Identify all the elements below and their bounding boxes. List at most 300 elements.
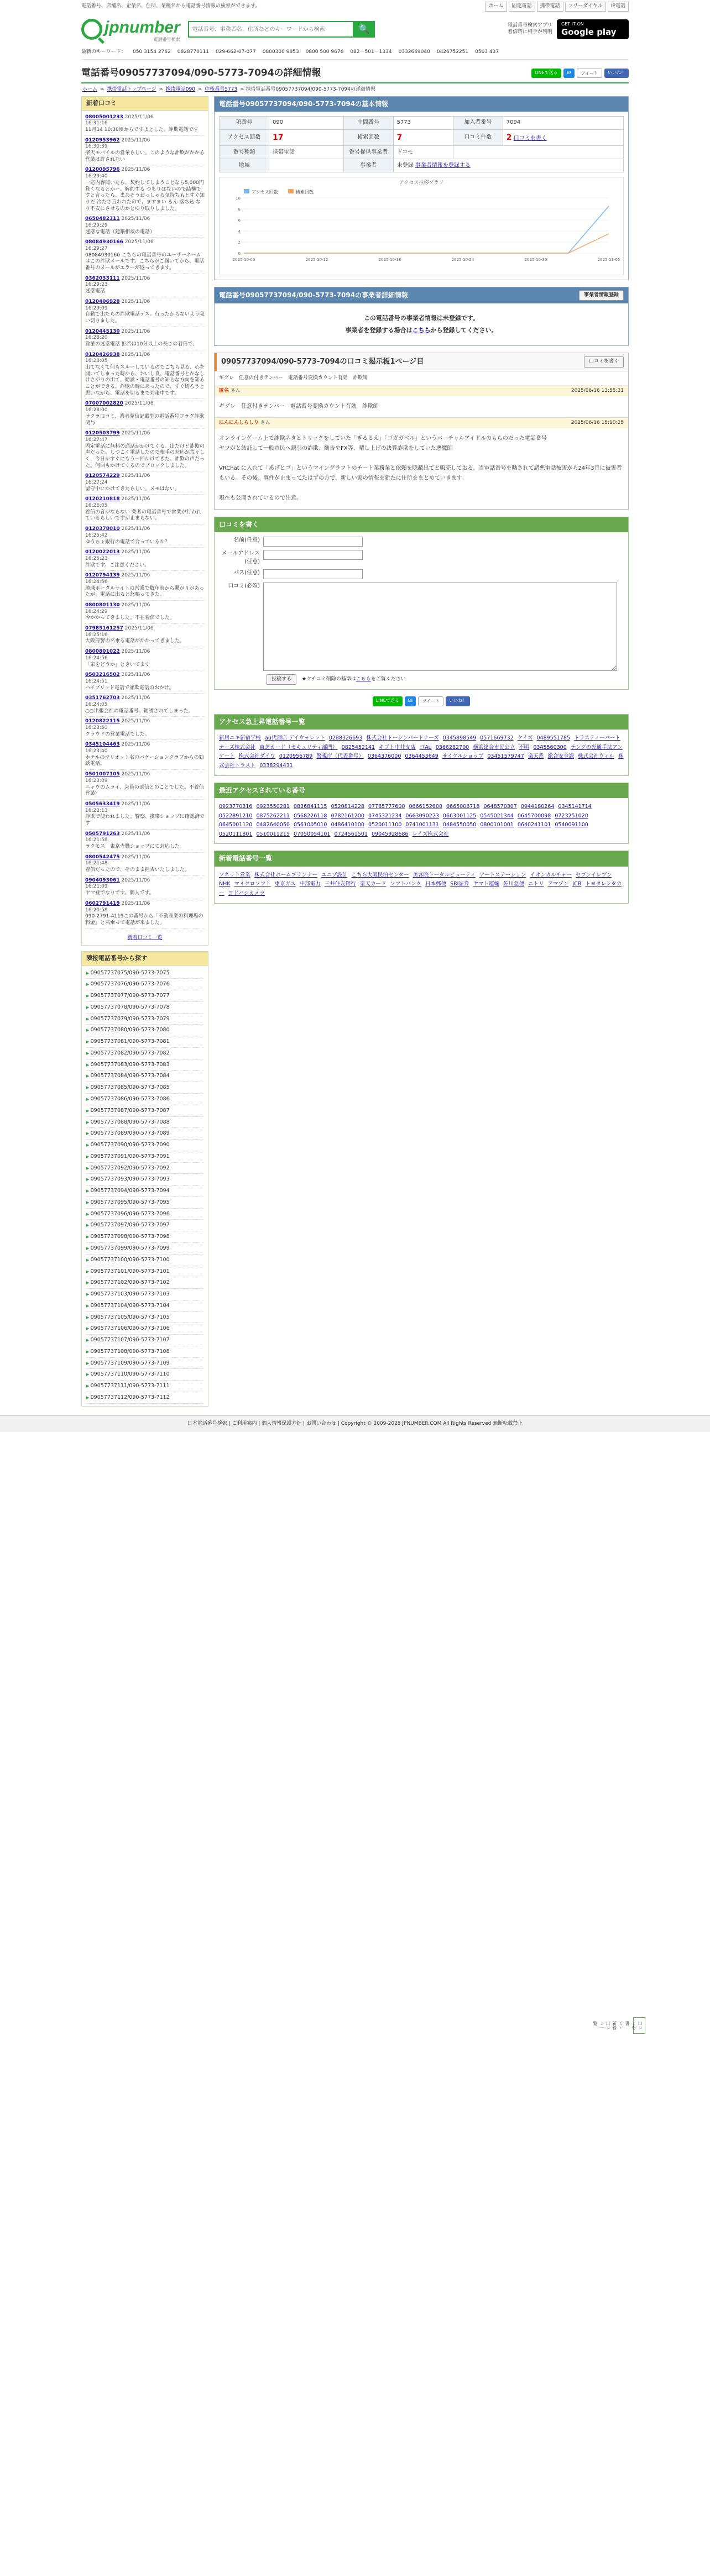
number-link[interactable]: NHK <box>219 881 231 888</box>
adjacent-number-link[interactable]: ▶ 09057737091/090-5773-7091 <box>86 1151 203 1163</box>
number-link[interactable]: 0510011215 <box>256 831 290 837</box>
number-link[interactable]: 0345898549 <box>442 735 477 742</box>
review-author-suffix: さん <box>259 419 270 426</box>
basic-info-title: 電話番号09057737094/090-5773-7094の基本情報 <box>215 97 628 112</box>
number-link[interactable]: 0364453649 <box>405 753 438 760</box>
number-link[interactable]: 0745321234 <box>368 812 402 819</box>
new-review-item <box>85 740 205 770</box>
basic-info-table <box>219 116 624 172</box>
review-number-link[interactable]: 07985161257 <box>85 626 123 632</box>
review-snippet: 詐欺で使われました。警察、携帯ショップに確認済です <box>85 814 205 826</box>
top-link-home[interactable]: ホーム <box>485 2 507 11</box>
adjacent-number-link[interactable]: ▶ 09057737094/090-5773-7094 <box>86 1185 203 1197</box>
adjacent-number-link[interactable]: ▶ 09057737090/090-5773-7090 <box>86 1140 203 1151</box>
number-link[interactable]: 0665006718 <box>446 803 480 810</box>
recent-kw[interactable]: 050 3154 2762 <box>133 49 171 55</box>
review-date: 2025/11/06 <box>124 626 154 632</box>
search-input[interactable] <box>188 21 354 38</box>
number-link[interactable]: トラスティーパートナーズ株式会社 <box>219 735 620 751</box>
number-link[interactable]: 0561005010 <box>293 822 327 828</box>
adjacent-number-link[interactable]: ▶ 09057737086/090-5773-7086 <box>86 1094 203 1105</box>
review-number-link[interactable]: 0120574229 <box>85 473 120 479</box>
adjacent-number-link[interactable]: ▶ 09057737103/090-5773-7103 <box>86 1289 203 1300</box>
new-review-item <box>85 800 205 830</box>
number-link[interactable]: テングの光通手法アンケート <box>219 744 623 760</box>
number-link[interactable]: 0120956789 <box>279 753 313 760</box>
email-label: メールアドレス(任意) <box>221 550 260 565</box>
number-link[interactable]: ソフトバンク <box>390 881 421 888</box>
recent-keywords <box>81 45 629 60</box>
review-date: 2025/11/06 <box>124 114 154 120</box>
new-review-item <box>85 165 205 214</box>
number-link[interactable]: 0923550281 <box>256 803 290 810</box>
value-business: 未登録 <box>396 162 414 169</box>
new-reviews-list <box>82 111 208 931</box>
gp-small: GET IT ON <box>561 22 584 27</box>
number-link[interactable]: 0645700098 <box>517 812 551 819</box>
business-register-here-link[interactable]: こちら <box>412 327 431 334</box>
value-area-code: 090 <box>269 117 344 130</box>
adjacent-numbers-title: 隣接電話番号から探す <box>82 952 208 966</box>
adjacent-number-link[interactable]: ▶ 09057737097/090-5773-7097 <box>86 1220 203 1231</box>
adjacent-number-link[interactable]: ▶ 09057737080/090-5773-7080 <box>86 1025 203 1036</box>
adjacent-number-link[interactable]: ▶ 09057737105/090-5773-7105 <box>86 1312 203 1324</box>
number-link[interactable]: 0545021344 <box>480 812 514 819</box>
number-link[interactable]: イオンカルチャー <box>530 872 572 878</box>
review-board-title: 09057737094/090-5773-7094の口コミ掲示板1ページ目 <box>221 357 424 366</box>
number-link[interactable]: 新居ニキ新宿学校 <box>219 735 262 742</box>
review-item <box>215 418 628 510</box>
number-link[interactable]: 0648570307 <box>483 803 517 810</box>
number-link[interactable]: ヨドバシカメラ <box>228 890 265 897</box>
number-link[interactable]: 0923770316 <box>219 803 253 810</box>
review-date: 2025/11/06 <box>121 854 150 860</box>
number-link[interactable]: 09045928686 <box>371 831 409 837</box>
number-link[interactable]: 0663001125 <box>442 812 477 819</box>
review-snippet: 地域ポータルサイトの営業で数年前から繋がりがあったが、電話に出ると怒鳴ってきた。 <box>85 585 205 598</box>
review-time: 16:21:48 <box>85 861 108 867</box>
number-link[interactable]: 0345141714 <box>558 803 592 810</box>
line-share-button[interactable]: LINEで送る <box>373 696 403 706</box>
review-number-link[interactable]: 0120210818 <box>85 496 120 502</box>
review-number-link[interactable]: 0120406928 <box>85 298 120 305</box>
top-link-freedial[interactable]: フリーダイヤル <box>565 2 606 11</box>
number-link[interactable]: 株式会社ダイワ <box>238 753 275 760</box>
number-link[interactable]: 0520814228 <box>331 803 364 810</box>
number-link[interactable]: 0875262211 <box>256 812 290 819</box>
adjacent-number-link[interactable]: ▶ 09057737100/090-5773-7100 <box>86 1255 203 1266</box>
recent-kw[interactable]: 0426752251 <box>436 49 469 55</box>
number-link[interactable]: 0800101001 <box>480 822 514 828</box>
review-item <box>215 386 628 418</box>
review-time: 16:28:00 <box>85 407 108 413</box>
number-link[interactable]: 0288326693 <box>328 735 363 742</box>
review-snippet: 08084930166 こちらの電話番号のユーザーネームはこの詐欺メールです。こちらがご届いてから、電話番号のメールがエラーが返ってきます。 <box>85 252 205 271</box>
adjacent-number-link[interactable]: ▶ 09057737109/090-5773-7109 <box>86 1358 203 1370</box>
adjacent-number-link[interactable]: ▶ 09057737106/090-5773-7106 <box>86 1323 203 1335</box>
more-reviews-link[interactable]: 新着口コミ一覧 <box>127 935 163 941</box>
adjacent-number-link[interactable]: ▶ 09057737102/090-5773-7102 <box>86 1277 203 1289</box>
number-link[interactable]: 0741001131 <box>405 822 439 828</box>
review-date: 2025/11/06 <box>121 549 150 555</box>
number-link[interactable]: 0364376000 <box>367 753 401 760</box>
top-link-ip[interactable]: IP電話 <box>608 2 629 11</box>
review-snippet: ラクモス 東京寺職ショップにて対応した。 <box>85 844 185 850</box>
review-time: 16:26:05 <box>85 503 108 509</box>
email-field[interactable] <box>263 550 363 560</box>
accessed-list <box>215 798 628 844</box>
review-date: 2025/11/06 <box>121 496 150 502</box>
review-number-link[interactable]: 0120445130 <box>85 328 120 334</box>
logo-brand: jpnumber <box>105 18 180 37</box>
review-number-link[interactable]: 0501007105 <box>85 772 120 778</box>
write-review-link[interactable]: 口コミを書く <box>513 135 547 142</box>
breadcrumb-5773[interactable]: 中核番号5773 <box>205 86 238 92</box>
review-date: 2025/11/06 <box>121 167 150 173</box>
like-button[interactable]: いいね！ <box>446 696 470 706</box>
social-buttons-bottom <box>373 696 470 706</box>
adjacent-number-link[interactable]: ▶ 09057737087/090-5773-7087 <box>86 1105 203 1117</box>
review-count-cell <box>503 130 623 146</box>
label-review-count: 口コミ件数 <box>453 130 503 146</box>
number-link[interactable]: 三井住友銀行 <box>324 881 356 888</box>
number-link[interactable]: 楽天カード <box>359 881 387 888</box>
adjacent-number-link[interactable]: ▶ 09057737083/090-5773-7083 <box>86 1059 203 1071</box>
adjacent-number-link[interactable]: ▶ 09057737107/090-5773-7107 <box>86 1335 203 1346</box>
review-number-link[interactable]: 0120426938 <box>85 351 120 358</box>
top-link-landline[interactable]: 固定電話 <box>509 2 535 11</box>
review-date: 2025/11/06 <box>121 351 150 358</box>
new-review-item <box>85 694 205 717</box>
number-link[interactable]: 0345560300 <box>533 744 567 751</box>
gp-big: Google play <box>561 27 617 37</box>
number-link[interactable]: JCB <box>572 881 582 888</box>
submit-review-button[interactable]: 投稿する <box>267 674 296 685</box>
recent-kw[interactable]: 082－501－1334 <box>350 49 392 55</box>
number-link[interactable]: 株式会社ホームプランナー <box>254 872 317 878</box>
review-text: VRChat に入れて「あげとゴ」というマイングラフトのチート業務業と依頼を隠蔽出てと販売しておる。当電話番号を晒されて諸悪電話被害から24年3月に被害者もいる。その後、事件が止まってたはずの方で、新しい家の情報を新たに住所をまとめていきます。 <box>219 465 622 481</box>
number-link[interactable]: 0645001120 <box>219 822 253 828</box>
new-review-item <box>85 136 205 166</box>
number-link[interactable]: キプト中井支店 <box>379 744 416 751</box>
review-author: 匿名 <box>219 387 229 394</box>
review-number-link[interactable]: 0505791263 <box>85 831 120 837</box>
number-link[interactable]: ゴAu <box>419 744 432 751</box>
y-tick-label: 10 <box>236 196 241 201</box>
hatena-button[interactable]: B! <box>405 696 416 706</box>
review-snippet: 着信の音がならない 業者の電話番号で営業が行われているらしいですが止まらない。 <box>85 509 201 522</box>
new-review-item <box>85 429 205 471</box>
social-buttons <box>531 69 629 78</box>
business-msg-2a: 事業者を登録する場合は <box>345 327 413 334</box>
review-snippet: 11月14 10:30頃からですよとした。詐欺電話です <box>85 127 199 133</box>
footer: 日本電話番号検索 | ご利用案内 | 個人情報保護方針 | お問い合わせ | Copyright © 2009-2025 JPNUMBER.COM All Rights Reserved 無断転載禁止 <box>0 1415 710 1432</box>
top-link-mobile[interactable]: 携帯電話 <box>537 2 563 11</box>
chart-title: アクセス推移グラフ <box>399 180 444 186</box>
ranking-panel <box>214 714 629 776</box>
review-number-link[interactable]: 0120822115 <box>85 718 120 725</box>
x-tick-label: 2025-10-24 <box>451 258 474 263</box>
number-link[interactable]: 美容院トータルビューティ <box>413 872 476 878</box>
adjacent-number-link[interactable]: ▶ 09057737093/090-5773-7093 <box>86 1174 203 1185</box>
y-tick-label: 0 <box>238 251 241 256</box>
number-link[interactable]: 0486410100 <box>331 822 364 828</box>
number-link[interactable]: 0540091100 <box>555 822 588 828</box>
review-number-link[interactable]: 0503216502 <box>85 672 120 678</box>
number-link[interactable]: 警視庁（代表番号） <box>316 753 364 760</box>
value-middle: 5773 <box>393 117 453 130</box>
search-button[interactable]: 🔍 <box>354 21 375 38</box>
access-chart-svg <box>222 187 620 270</box>
ranking-title: アクセス急上昇電話番号一覧 <box>215 715 628 730</box>
new-numbers-title: 新着電話番号一覧 <box>215 851 628 866</box>
review-number-link[interactable]: 0800542475 <box>85 854 120 860</box>
review-time: 16:28:20 <box>85 335 108 341</box>
number-link[interactable]: レイズ株式会社 <box>412 831 449 837</box>
number-link[interactable]: 0338294431 <box>259 762 293 769</box>
review-time: 16:29:40 <box>85 174 108 180</box>
side-tab[interactable]: 口コミを書く・新着口コミ一覧 <box>633 2017 645 2034</box>
x-tick-label: 2025-10-12 <box>305 258 328 263</box>
write-review-button[interactable]: 口コミを書く <box>584 356 624 367</box>
number-link[interactable]: SBI証券 <box>450 881 469 888</box>
adjacent-number-link[interactable]: ▶ 09057737092/090-5773-7092 <box>86 1163 203 1174</box>
breadcrumb-home[interactable]: ホーム <box>82 86 98 92</box>
number-link[interactable]: 07765777600 <box>368 803 405 810</box>
new-review-item <box>85 830 205 853</box>
number-link[interactable]: 株式会社トーシンパートナーズ <box>366 735 439 742</box>
review-number-link[interactable]: 0800801022 <box>85 649 120 655</box>
number-link[interactable]: 0724561501 <box>334 831 368 837</box>
adjacent-number-link[interactable]: ▶ 09057737075/090-5773-7075 <box>86 968 203 979</box>
number-link[interactable]: セブンイレブン <box>575 872 612 878</box>
number-link[interactable]: au代理店 デイウォレット <box>265 735 325 742</box>
adjacent-number-link[interactable]: ▶ 09057737098/090-5773-7098 <box>86 1231 203 1243</box>
number-link[interactable]: ニトリ <box>528 881 544 888</box>
label-region: 地域 <box>220 159 269 172</box>
adjacent-number-link[interactable]: ▶ 09057737099/090-5773-7099 <box>86 1243 203 1255</box>
number-link[interactable]: 0571669732 <box>480 735 514 742</box>
number-link[interactable]: 0520111801 <box>219 831 253 837</box>
value-carrier: ドコモ <box>393 146 453 159</box>
number-link[interactable]: 0489551785 <box>536 735 570 742</box>
adjacent-number-link[interactable]: ▶ 09057737076/090-5773-7076 <box>86 979 203 990</box>
new-review-item <box>85 853 205 876</box>
review-number-link[interactable]: 0362033111 <box>85 275 120 281</box>
adjacent-number-link[interactable]: ▶ 09057737081/090-5773-7081 <box>86 1036 203 1048</box>
breadcrumb-090[interactable]: 携帯電話090 <box>165 86 195 92</box>
review-number-link[interactable]: 0120953962 <box>85 137 120 143</box>
number-link[interactable]: 不明 <box>519 744 530 751</box>
access-chart <box>219 177 624 275</box>
review-number-link[interactable]: 0351762703 <box>85 695 120 701</box>
register-business-link[interactable]: 事業者情報を登録する <box>415 162 471 169</box>
review-snippet: 営業の迷惑電話 拒否は10分以上の長さの着信で、 <box>85 341 198 347</box>
number-link[interactable]: アマゾン <box>547 881 569 888</box>
adjacent-number-link[interactable]: ▶ 09057737078/090-5773-7078 <box>86 1002 203 1014</box>
new-review-item <box>85 876 205 899</box>
number-link[interactable]: 03451579747 <box>487 753 524 760</box>
number-link[interactable]: 0723251020 <box>555 812 588 819</box>
number-link[interactable]: 0482640050 <box>256 822 290 828</box>
like-button[interactable]: いいね！ <box>604 69 629 78</box>
recent-kw[interactable]: 0563 437 <box>475 49 499 55</box>
business-cell <box>393 159 623 172</box>
number-link[interactable]: 0666152600 <box>409 803 442 810</box>
review-number-link[interactable]: 08005001233 <box>85 114 123 120</box>
review-author-suffix: さん <box>229 387 241 394</box>
value-access: 17 <box>269 130 344 146</box>
recent-kw[interactable]: 0332669040 <box>398 49 430 55</box>
review-number-link[interactable]: 08084930166 <box>85 239 123 245</box>
hatena-button[interactable]: B! <box>563 69 575 78</box>
tagline: 電話番号、店舗名、企業名、住所、業種名から電話番号情報の検索ができます。 <box>81 3 260 9</box>
number-link[interactable]: 0520011100 <box>368 822 402 828</box>
left-sidebar <box>81 96 208 1412</box>
review-time: 16:24:29 <box>85 608 108 615</box>
review-body-field[interactable] <box>263 583 617 671</box>
tweet-button[interactable]: ツイート <box>418 696 443 706</box>
y-tick-label: 6 <box>238 218 241 223</box>
number-link[interactable]: こちら大阪民泊センター <box>351 872 409 878</box>
number-link[interactable]: 0640241101 <box>517 822 551 828</box>
review-date: 2025/11/06 <box>121 137 150 143</box>
adjacent-number-link[interactable]: ▶ 09057737110/090-5773-7110 <box>86 1369 203 1381</box>
number-link[interactable]: 株式会社トラスト <box>219 753 624 769</box>
business-info-title: 電話番号09057737094/090-5773-7094の事業者詳細情報 <box>219 291 409 300</box>
number-link[interactable]: 0484550050 <box>442 822 477 828</box>
register-business-button[interactable]: 事業者情報登録 <box>579 290 624 301</box>
review-number-link[interactable]: 0904093061 <box>85 877 120 883</box>
password-field[interactable] <box>263 569 363 579</box>
number-link[interactable]: 株式会社ウィル <box>577 753 614 760</box>
line-share-button[interactable]: LINEで送る <box>531 69 561 78</box>
label-subscriber: 加入者番号 <box>453 117 503 130</box>
review-date: 2025/11/06 <box>121 877 150 883</box>
number-link[interactable]: 東芝カード（セキュリティ部門） <box>259 744 338 751</box>
review-time: 16:20:58 <box>85 907 108 913</box>
adjacent-number-link[interactable]: ▶ 09057737084/090-5773-7084 <box>86 1071 203 1082</box>
adjacent-number-link[interactable]: ▶ 09057737085/090-5773-7085 <box>86 1082 203 1094</box>
review-time: 16:25:23 <box>85 555 108 562</box>
review-text: 現在も公開されているので注意。 <box>219 495 302 501</box>
review-number-link[interactable]: 0120794139 <box>85 573 120 579</box>
number-link[interactable]: ケイズ <box>517 735 533 742</box>
adjacent-number-link[interactable]: ▶ 09057737112/090-5773-7112 <box>86 1392 203 1404</box>
number-link[interactable]: 0944180264 <box>520 803 555 810</box>
adjacent-number-link[interactable]: ▶ 09057737096/090-5773-7096 <box>86 1209 203 1220</box>
number-link[interactable]: 0522891210 <box>219 812 253 819</box>
number-link[interactable]: 佐川急便 <box>503 881 525 888</box>
adjacent-number-link[interactable]: ▶ 09057737095/090-5773-7095 <box>86 1197 203 1209</box>
review-number-link[interactable]: 0120378010 <box>85 526 120 532</box>
number-link[interactable]: ソネット営業 <box>219 872 250 878</box>
share-bar <box>214 696 629 709</box>
breadcrumb-mobile[interactable]: 携帯電話トップページ <box>107 86 156 92</box>
recent-kw[interactable]: 0828770111 <box>177 49 209 55</box>
accessed-title: 最近アクセスされている番号 <box>215 783 628 798</box>
adjacent-number-link[interactable]: ▶ 09057737111/090-5773-7111 <box>86 1381 203 1392</box>
logo[interactable] <box>81 15 180 43</box>
label-type: 番号種類 <box>220 146 269 159</box>
value-region <box>269 159 344 172</box>
deletion-criteria-link[interactable]: こちら <box>356 676 371 683</box>
deletion-note-text: ★クチコミ削除の基準は <box>302 676 356 683</box>
tweet-button[interactable]: ツイート <box>577 69 602 78</box>
recent-kw[interactable]: 0800300 9853 <box>262 49 299 55</box>
number-link[interactable]: 横浜総合市民公立 <box>473 744 515 751</box>
google-play-badge[interactable] <box>557 19 629 39</box>
number-link[interactable]: アートステーション <box>479 872 526 878</box>
review-number-link[interactable]: 0120503799 <box>85 431 120 437</box>
adjacent-number-link[interactable]: ▶ 09057737082/090-5773-7082 <box>86 1048 203 1059</box>
review-number-link[interactable]: 0505633419 <box>85 801 120 807</box>
recent-kw[interactable]: 029-662-07-077 <box>216 49 256 55</box>
adjacent-number-link[interactable]: ▶ 09057737089/090-5773-7089 <box>86 1128 203 1140</box>
number-link[interactable]: 0366282700 <box>435 744 469 751</box>
adjacent-number-link[interactable]: ▶ 09057737108/090-5773-7108 <box>86 1346 203 1358</box>
number-link[interactable]: 0568226118 <box>293 812 327 819</box>
breadcrumb: ホーム > 携帯電話トップページ > 携帯電話090 > 中核番号5773 > 携帯電話番号09057737094/090-5773-7094の詳細情報 <box>82 86 375 92</box>
number-link[interactable]: 日本郵便 <box>425 881 447 888</box>
number-link[interactable]: ヤマト運輸 <box>473 881 499 888</box>
number-link[interactable]: ユニゾ設計 <box>321 872 348 878</box>
number-link[interactable]: 0836841115 <box>293 803 327 810</box>
number-link[interactable]: 0825452141 <box>341 744 375 751</box>
new-review-item <box>85 524 205 548</box>
number-link[interactable]: トヨタレンタカー <box>219 881 622 897</box>
top-bar <box>81 0 629 13</box>
adjacent-number-link[interactable]: ▶ 09057737104/090-5773-7104 <box>86 1300 203 1312</box>
x-tick-label: 2025-11-05 <box>597 258 620 263</box>
review-number-link[interactable]: 0602791419 <box>85 900 120 906</box>
review-number-link[interactable]: 0650482311 <box>85 216 120 222</box>
number-link[interactable]: サイクルショップ <box>442 753 484 760</box>
review-date: 2025/11/06 <box>121 216 150 222</box>
number-link[interactable]: 中部電力 <box>299 881 321 888</box>
adjacent-number-link[interactable]: ▶ 09057737101/090-5773-7101 <box>86 1266 203 1278</box>
number-link[interactable]: マイクロソフト <box>234 881 271 888</box>
review-number-link[interactable]: 0120095796 <box>85 167 120 173</box>
new-review-item <box>85 495 205 524</box>
review-date: 2025/11/06 <box>121 831 150 837</box>
review-number-link[interactable]: 0120022013 <box>85 549 120 555</box>
number-link[interactable]: 楽天系 <box>528 753 544 760</box>
label-area-code: 項番号 <box>220 117 269 130</box>
recent-kw[interactable]: 0800 500 9676 <box>305 49 344 55</box>
adjacent-number-link[interactable]: ▶ 09057737088/090-5773-7088 <box>86 1117 203 1129</box>
number-link[interactable]: 0663090223 <box>405 812 439 819</box>
review-number-link[interactable]: 07007002820 <box>85 401 123 407</box>
number-link[interactable]: 東京ガス <box>274 881 296 888</box>
review-number-link[interactable]: 0800801130 <box>85 602 120 608</box>
adjacent-number-link[interactable]: ▶ 09057737079/090-5773-7079 <box>86 1014 203 1025</box>
review-snippet: 固定電話に無料の通話がかけてくる。出たけど詐欺の声だった。しつこく電話したので相手の対応が荒々しく、今日かすぐにもう一回かけてきた。詐欺の声だった。何回もかけてくるのでブロックしました。 <box>85 443 205 469</box>
review-date: 2025/11/06 <box>121 718 150 725</box>
review-snippet: 090-2791-4119この番号から「不動産業の料理場の料金」と名乗って電話が来ました。 <box>85 914 203 926</box>
number-link[interactable]: 総合安全課 <box>547 753 574 760</box>
number-link[interactable]: 0782161200 <box>331 812 364 819</box>
review-snippet: 留守中にかけてきたらしい。メモはない。 <box>85 486 180 492</box>
page-title: 電話番号09057737094/090-5773-7094の詳細情報 <box>81 67 321 79</box>
review-number-link[interactable]: 0345104463 <box>85 742 120 748</box>
new-reviews-title: 新着口コミ <box>82 97 208 111</box>
adjacent-number-link[interactable]: ▶ 09057737077/090-5773-7077 <box>86 990 203 1002</box>
number-link[interactable]: 07050054101 <box>293 831 331 837</box>
review-snippet: ○○出張会社の電話番号。勧誘されてしまった。 <box>85 708 194 714</box>
name-field[interactable] <box>263 537 363 547</box>
app-promo-sub: 着信時に相手が判明 <box>507 29 552 35</box>
